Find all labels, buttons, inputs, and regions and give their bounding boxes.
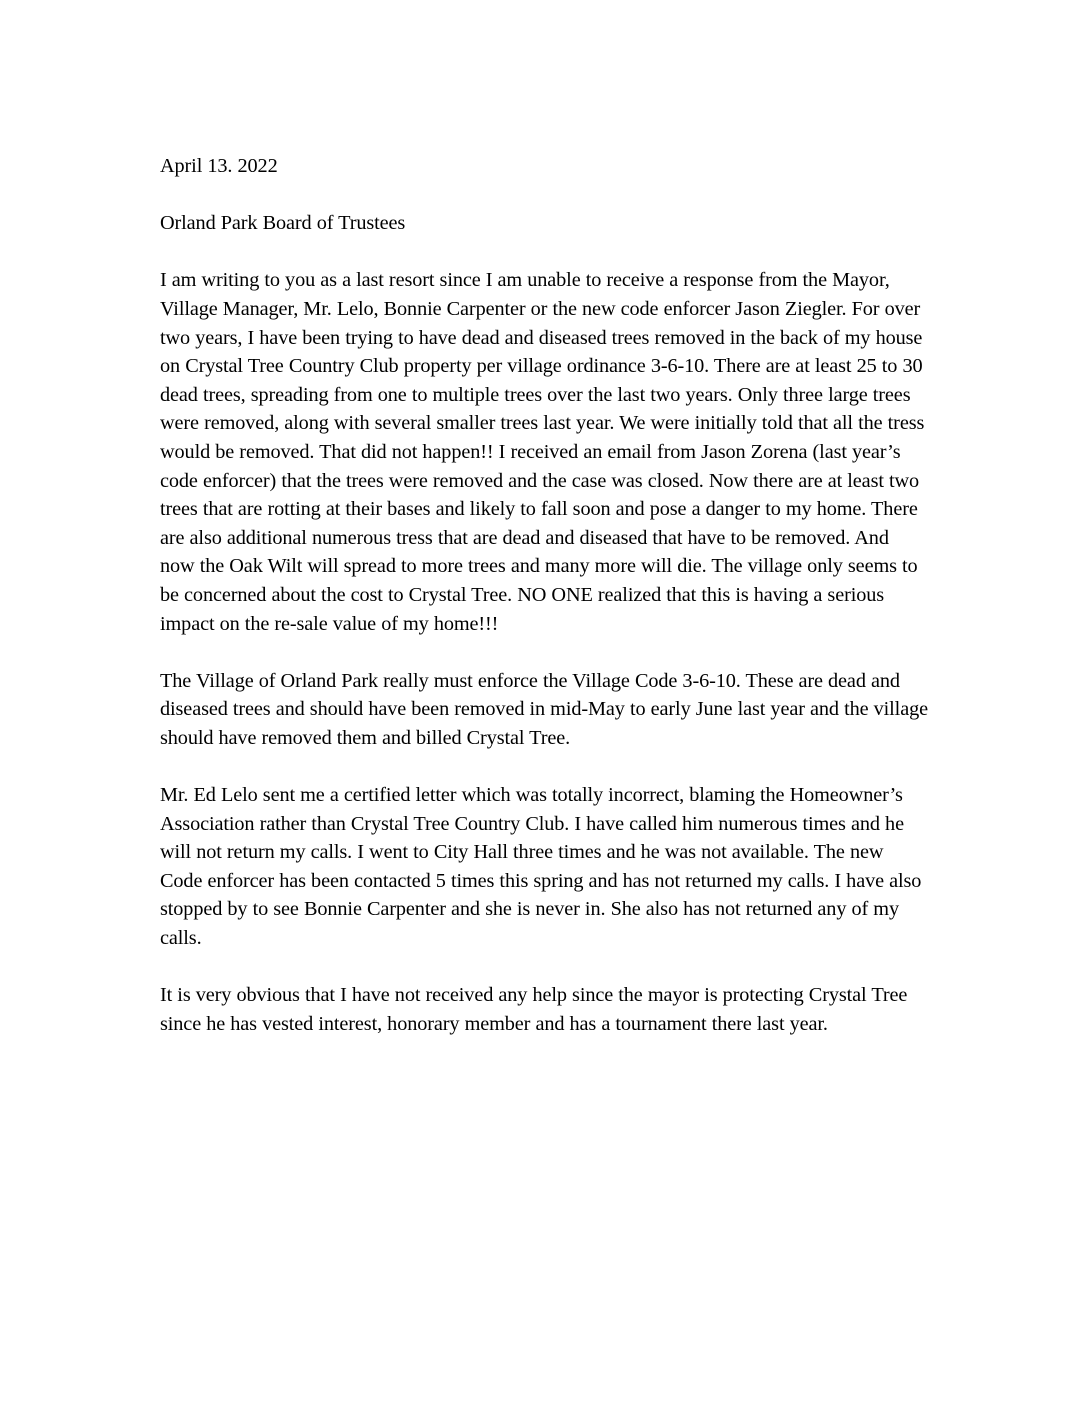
letter-paragraph-4: It is very obvious that I have not received any help since the mayor is protecting Crystal Tree since he has vested interest, honorary member and has a tournament there last year. xyxy=(160,984,908,1035)
letter-paragraph-1: I am writing to you as a last resort since I am unable to receive a response from the Mayor, Village Manager, Mr. Lelo, Bonnie Carpenter or the new code enforcer Jason Ziegler. For over two years, I have been trying to have dead and diseased trees removed in the back of my house on Crystal Tree Country Club property per village ordinance 3-6-10. There are at least 25 to 30 dead trees, spreading from one to multiple trees over the last two years. Only three large trees were removed, along with several smaller trees last year. We were initially told that all the tress would be removed. That did not happen!! I received an email from Jason Zorena (last year’s code enforcer) that the trees were removed and the case was closed. Now there are at least two trees that are rotting at their bases and likely to fall soon and pose a danger to my home. There are also additional numerous tress that are dead and diseased that have to be removed. And now the Oak Wilt will spread to more trees and many more will die. The village only seems to be concerned about the cost to Crystal Tree. NO ONE realized that this is having a serious impact on the re-sale value of my home!!! xyxy=(160,269,925,635)
letter-paragraph-2: The Village of Orland Park really must enforce the Village Code 3-6-10. These are dead and diseased trees and should have been removed in mid-May to early June last year and the village should have removed them and billed Crystal Tree. xyxy=(160,669,928,749)
letter-date: April 13. 2022 xyxy=(160,155,278,177)
letter-addressee: Orland Park Board of Trustees xyxy=(160,212,406,235)
letter-body xyxy=(160,152,928,1038)
letter-paragraph-3: Mr. Ed Lelo sent me a certified letter which was totally incorrect, blaming the Homeowner’s Association rather than Crystal Tree Country Club. I have called him numerous times and he will not return my calls. I went to City Hall three times and he was not available. The new Code enforcer has been contacted 5 times this spring and has not returned my calls. I have also stopped by to see Bonnie Carpenter and she is never in. She also has not returned any of my calls. xyxy=(160,784,922,950)
